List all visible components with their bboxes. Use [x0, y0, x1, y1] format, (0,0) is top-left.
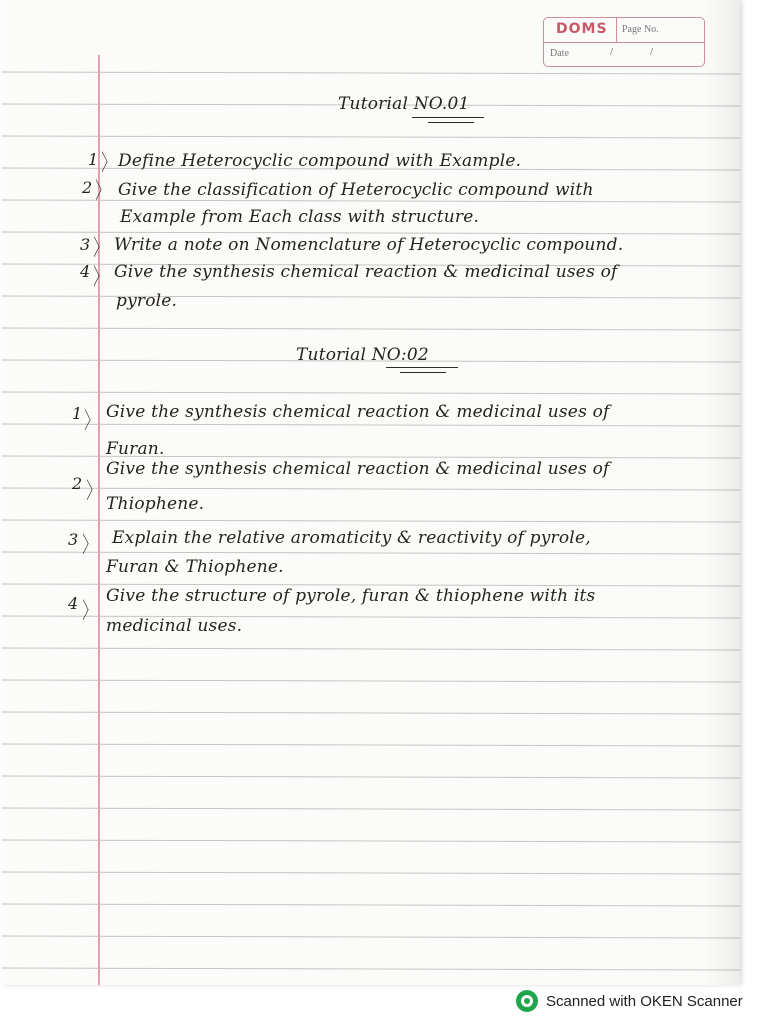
question-line: Furan & Thiophene.: [106, 557, 284, 577]
ruled-line: [2, 936, 740, 938]
bullet-bracket: 〉: [93, 236, 107, 261]
title-underline: [412, 117, 484, 118]
bullet-bracket: 〉: [82, 533, 96, 558]
notebook-page: [2, 0, 740, 985]
title-underline: [400, 372, 446, 373]
bullet-bracket: 〉: [93, 265, 107, 290]
ruled-line: [2, 328, 740, 330]
question-number: 2: [72, 474, 83, 493]
ruled-line: [2, 200, 740, 202]
ruled-line: [2, 488, 740, 490]
date-separator: /: [650, 46, 654, 58]
ruled-line: [2, 808, 740, 810]
question-line: Example from Each class with structure.: [120, 207, 480, 227]
bullet-bracket: 〉: [82, 599, 96, 624]
question-number: 1: [88, 150, 99, 169]
question-number: 3: [80, 235, 91, 254]
bullet-bracket: 〉: [95, 179, 109, 204]
question-number: 4: [80, 262, 91, 281]
ruled-line: [2, 744, 740, 746]
question-number: 1: [72, 404, 83, 423]
page-header-box: [543, 17, 705, 67]
question-line: Give the synthesis chemical reaction & medicinal uses of: [106, 459, 610, 479]
ruled-line: [2, 552, 740, 554]
ruled-line: [2, 392, 740, 394]
ruled-line: [2, 296, 740, 298]
header-divider: [616, 18, 617, 42]
question-line: Define Heterocyclic compound with Example.: [118, 151, 522, 171]
ruled-line: [2, 72, 740, 74]
ruled-line: [2, 968, 740, 970]
scanner-text: Scanned with OKEN Scanner: [546, 992, 743, 1010]
question-line: pyrole.: [116, 291, 178, 311]
question-line: Give the structure of pyrole, furan & thiophene with its: [106, 586, 596, 606]
question-line: Give the classification of Heterocyclic compound with: [118, 180, 594, 200]
page-shadow: [704, 0, 740, 985]
oken-scanner-logo-icon: [516, 990, 538, 1012]
question-number: 4: [68, 594, 79, 613]
ruled-line: [2, 776, 740, 778]
page-no-label: Page No.: [622, 24, 659, 35]
question-line: Write a note on Nomenclature of Heterocyclic compound.: [114, 235, 624, 255]
ruled-line: [2, 424, 740, 426]
ruled-line: [2, 840, 740, 842]
bullet-bracket: 〉: [84, 409, 98, 434]
question-line: Furan.: [106, 439, 165, 459]
ruled-line: [2, 648, 740, 650]
tutorial-2-title: Tutorial NO:02: [296, 345, 429, 365]
title-underline: [386, 367, 458, 368]
ruled-line: [2, 872, 740, 874]
ruled-line: [2, 712, 740, 714]
question-line: Explain the relative aromaticity & reactivity of pyrole,: [112, 528, 591, 548]
ruled-line: [2, 904, 740, 906]
ruled-line: [2, 520, 740, 522]
question-number: 3: [68, 530, 79, 549]
question-line: medicinal uses.: [106, 616, 243, 636]
question-line: Give the synthesis chemical reaction & medicinal uses of: [114, 262, 618, 282]
date-label: Date: [550, 48, 569, 59]
ruled-line: [2, 680, 740, 682]
bullet-bracket: 〉: [86, 479, 100, 504]
ruled-line: [2, 136, 740, 138]
title-underline: [428, 122, 474, 123]
question-line: Thiophene.: [106, 494, 205, 514]
ruled-line: [2, 232, 740, 234]
question-line: Give the synthesis chemical reaction & medicinal uses of: [106, 402, 610, 422]
date-separator: /: [610, 46, 614, 58]
scanner-watermark: [516, 988, 743, 1014]
bullet-bracket: 〉: [101, 151, 115, 176]
tutorial-1-title: Tutorial NO.01: [338, 94, 470, 114]
question-number: 2: [82, 178, 93, 197]
brand-logo: DOMS: [556, 21, 608, 37]
